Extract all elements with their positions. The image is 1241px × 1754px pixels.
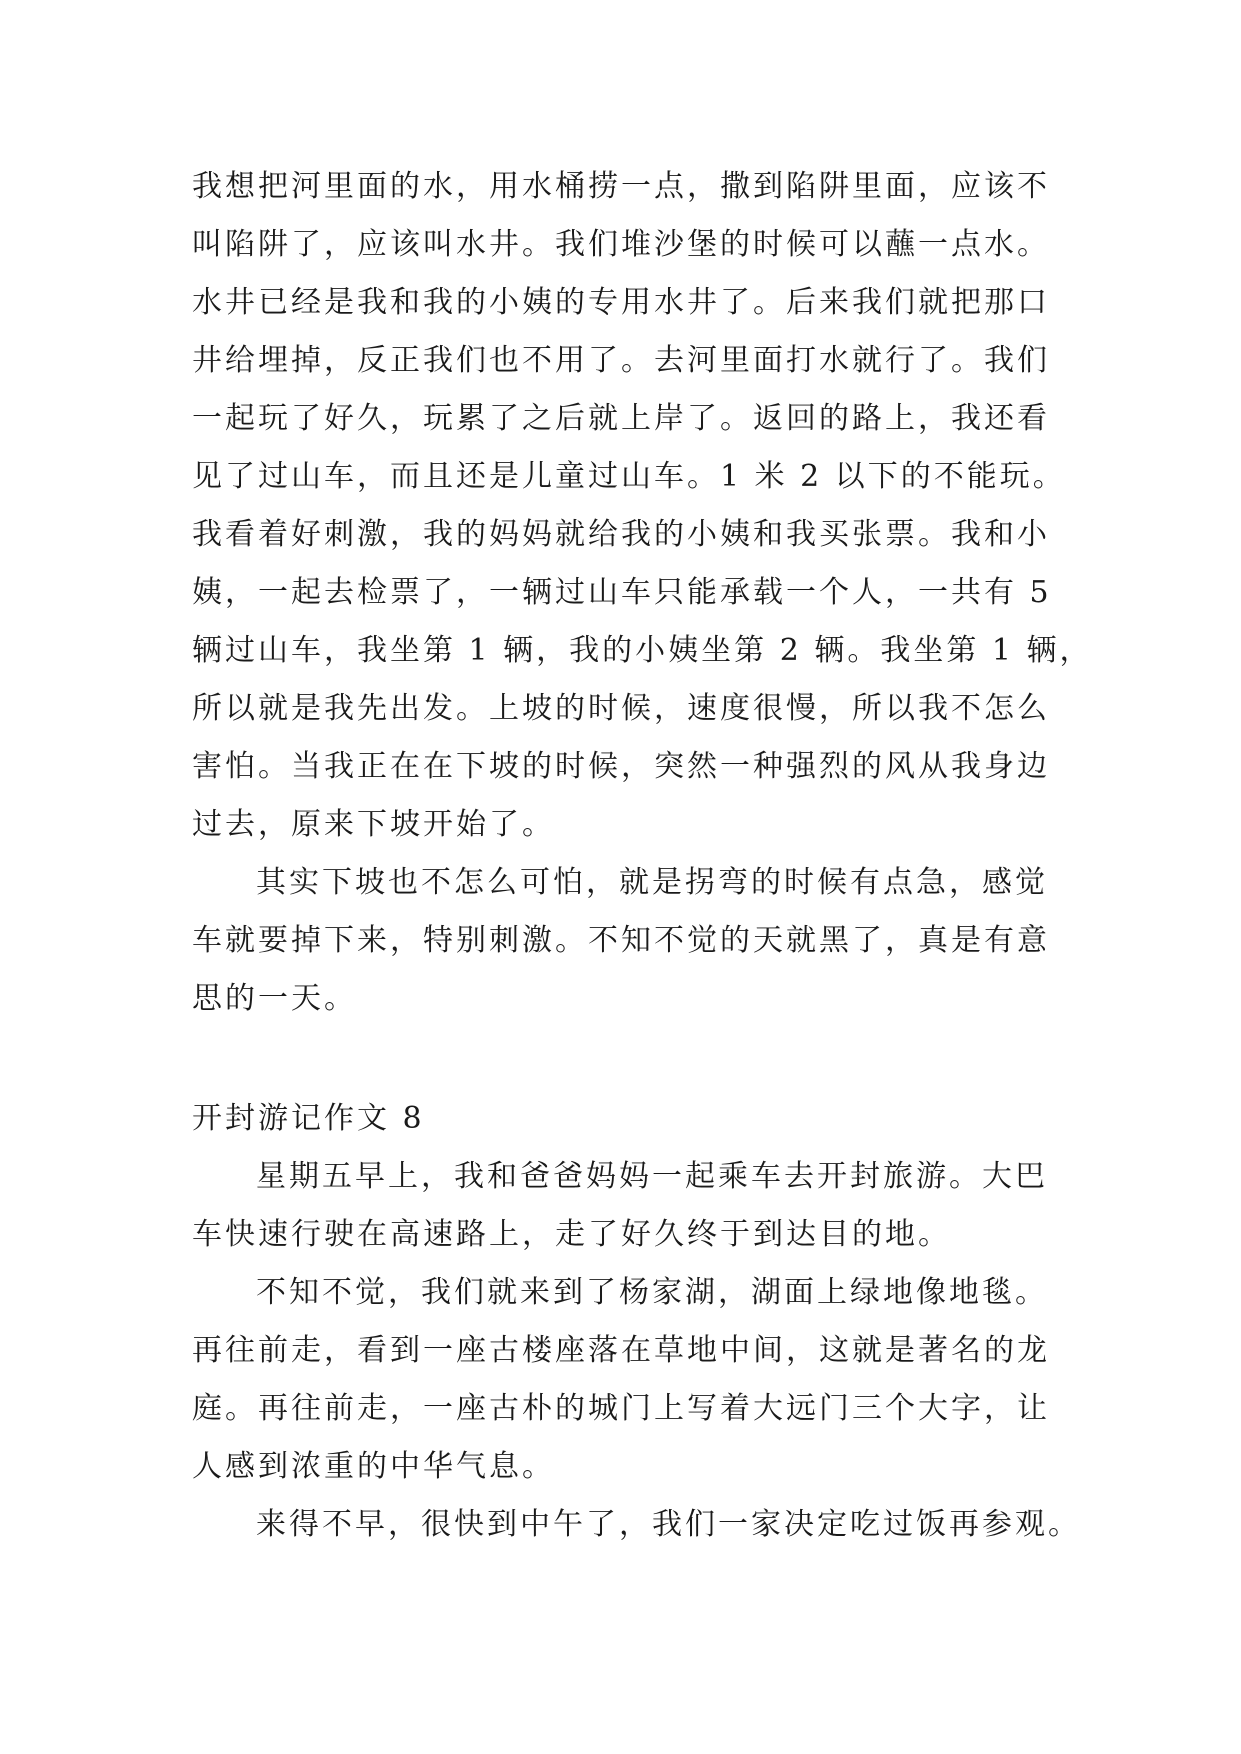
section-heading: 开封游记作文 8: [192, 1101, 425, 1136]
paragraph-line: 车就要掉下来，特别刺激。不知不觉的天就黑了，真是有意: [192, 923, 1050, 958]
paragraph-line: 叫陷阱了，应该叫水井。我们堆沙堡的时候可以蘸一点水。: [192, 227, 1050, 262]
paragraph-line: 来得不早，很快到中午了，我们一家决定吃过饭再参观。: [256, 1507, 1081, 1542]
paragraph-line: 其实下坡也不怎么可怕，就是拐弯的时候有点急，感觉: [256, 865, 1048, 900]
paragraph-line: 过去，原来下坡开始了。: [192, 807, 555, 842]
paragraph-line: 思的一天。: [192, 981, 357, 1016]
paragraph-line: 一起玩了好久，玩累了之后就上岸了。返回的路上，我还看: [192, 401, 1050, 436]
paragraph-line: 庭。再往前走，一座古朴的城门上写着大远门三个大字，让: [192, 1391, 1050, 1426]
paragraph-line: 井给埋掉，反正我们也不用了。去河里面打水就行了。我们: [192, 343, 1050, 378]
paragraph-line: 水井已经是我和我的小姨的专用水井了。后来我们就把那口: [192, 285, 1050, 320]
paragraph-line: 不知不觉，我们就来到了杨家湖，湖面上绿地像地毯。: [256, 1275, 1048, 1310]
paragraph-line: 车快速行驶在高速路上，走了好久终于到达目的地。: [192, 1217, 951, 1252]
paragraph-line: 我看着好刺激，我的妈妈就给我的小姨和我买张票。我和小: [192, 517, 1050, 552]
paragraph-line: 人感到浓重的中华气息。: [192, 1449, 555, 1484]
paragraph-line: 姨，一起去检票了，一辆过山车只能承载一个人，一共有 5: [192, 575, 1052, 610]
paragraph-line: 害怕。当我正在在下坡的时候，突然一种强烈的风从我身边: [192, 749, 1050, 784]
paragraph-line: 再往前走，看到一座古楼座落在草地中间，这就是著名的龙: [192, 1333, 1050, 1368]
paragraph-line: 我想把河里面的水，用水桶捞一点，撒到陷阱里面，应该不: [192, 169, 1050, 204]
paragraph-line: 所以就是我先出发。上坡的时候，速度很慢，所以我不怎么: [192, 691, 1050, 726]
paragraph-line: 星期五早上，我和爸爸妈妈一起乘车去开封旅游。大巴: [256, 1159, 1048, 1194]
paragraph-line: 辆过山车，我坐第 1 辆，我的小姨坐第 2 辆。我坐第 1 辆，: [192, 633, 1093, 668]
paragraph-line: 见了过山车，而且还是儿童过山车。1 米 2 以下的不能玩。: [192, 459, 1066, 494]
